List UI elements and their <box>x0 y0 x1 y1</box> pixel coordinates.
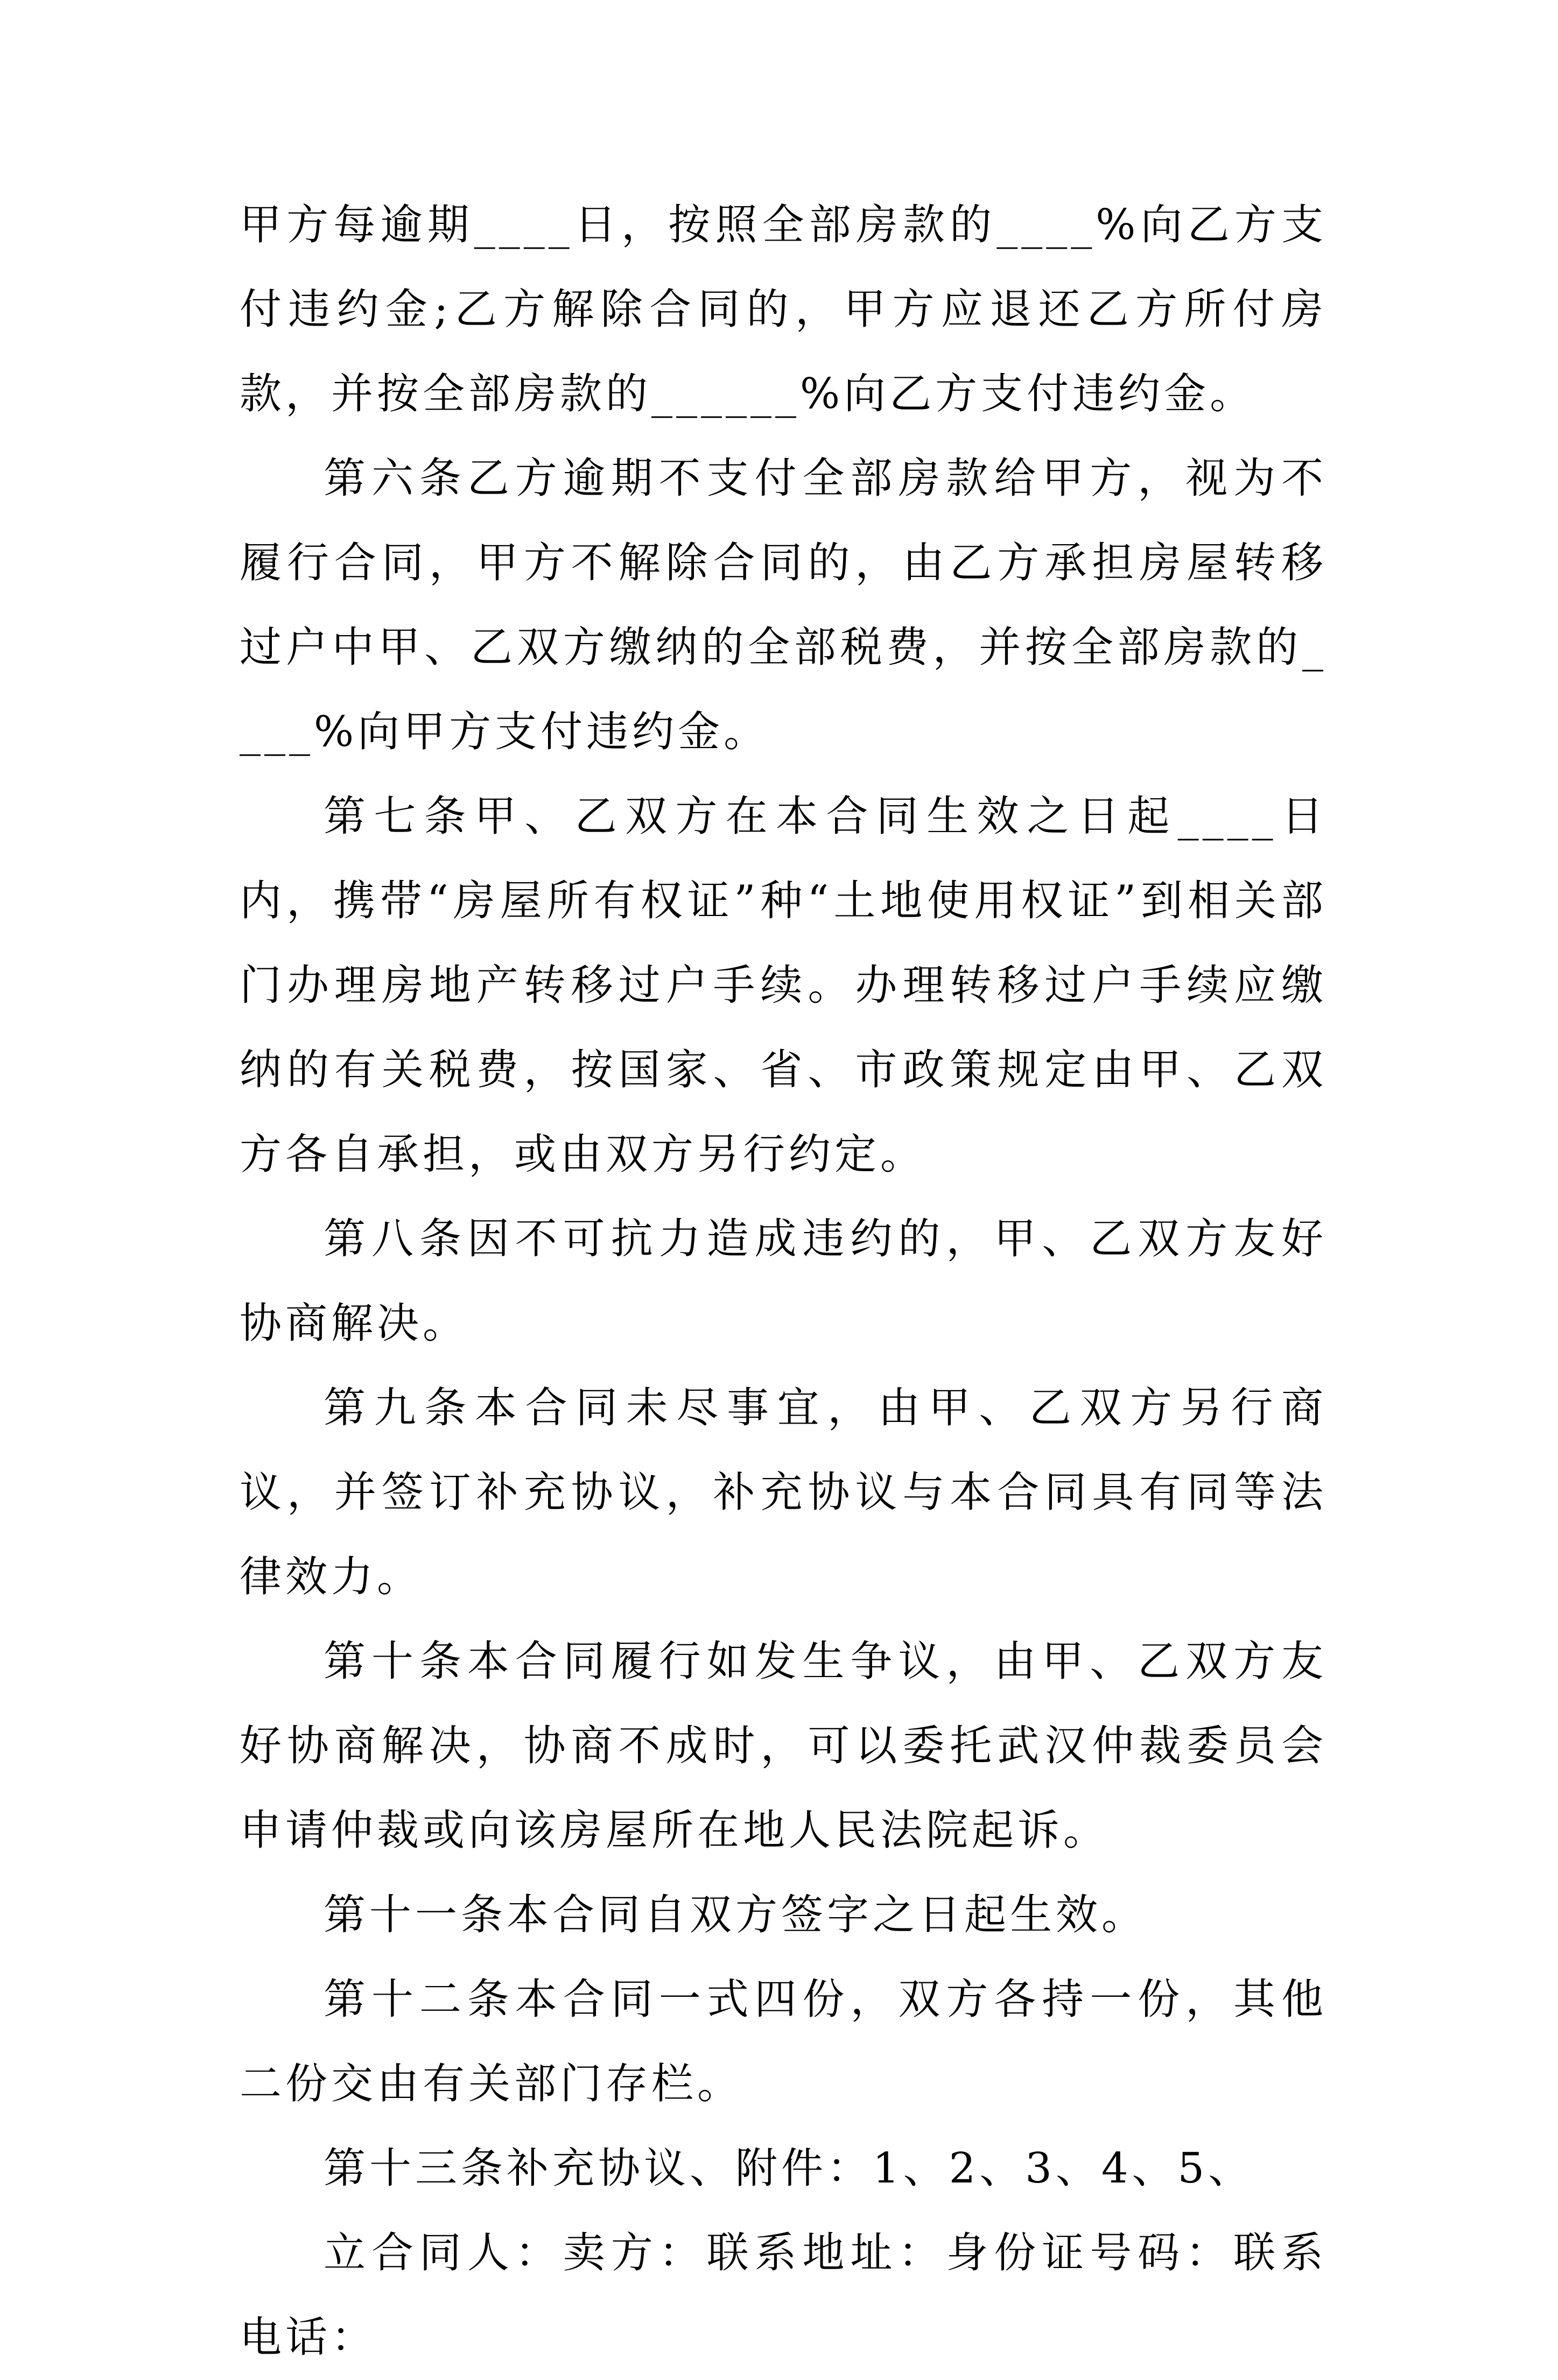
paragraph-article-10: 第十条本合同履行如发生争议，由甲、乙双方友好协商解决，协商不成时，可以委托武汉仲裁委员会申请仲裁或向该房屋所在地人民法院起诉。 <box>240 1637 1327 1855</box>
paragraph-article-11: 第十一条本合同自双方签字之日起生效。 <box>324 1891 1148 1939</box>
paragraph-penalty-continuation: 甲方每逾期____日，按照全部房款的____%向乙方支付违约金;乙方解除合同的，甲方应退还乙方所付房款，并按全部房款的______%向乙方支付违约金。 <box>240 201 1327 418</box>
paragraph-signatories: 立合同人：卖方：联系地址：身份证号码：联系电话： <box>240 2229 1327 2362</box>
paragraph-article-8: 第八条因不可抗力造成违约的，甲、乙双方友好协商解决。 <box>240 1215 1327 1348</box>
paragraph-article-13: 第十三条补充协议、附件：1、2、3、4、5、 <box>324 2144 1254 2193</box>
document-body <box>240 183 1327 2380</box>
paragraph-article-12: 第十二条本合同一式四份，双方各持一份，其他二份交由有关部门存栏。 <box>240 1975 1327 2108</box>
paragraph-article-7: 第七条甲、乙双方在本合同生效之日起____日内，携带“房屋所有权证”种“土地使用权证”到相关部门办理房地产转移过户手续。办理转移过户手续应缴纳的有关税费，按国家、省、市政策规定由甲、乙双方各自承担，或由双方另行约定。 <box>240 792 1327 1179</box>
paragraph-article-6: 第六条乙方逾期不支付全部房款给甲方，视为不履行合同，甲方不解除合同的，由乙方承担房屋转移过户中甲、乙双方缴纳的全部税费，并按全部房款的____%向甲方支付违约金。 <box>240 454 1327 756</box>
paragraph-article-9: 第九条本合同未尽事宜，由甲、乙双方另行商议，并签订补充协议，补充协议与本合同具有同等法律效力。 <box>240 1384 1327 1601</box>
